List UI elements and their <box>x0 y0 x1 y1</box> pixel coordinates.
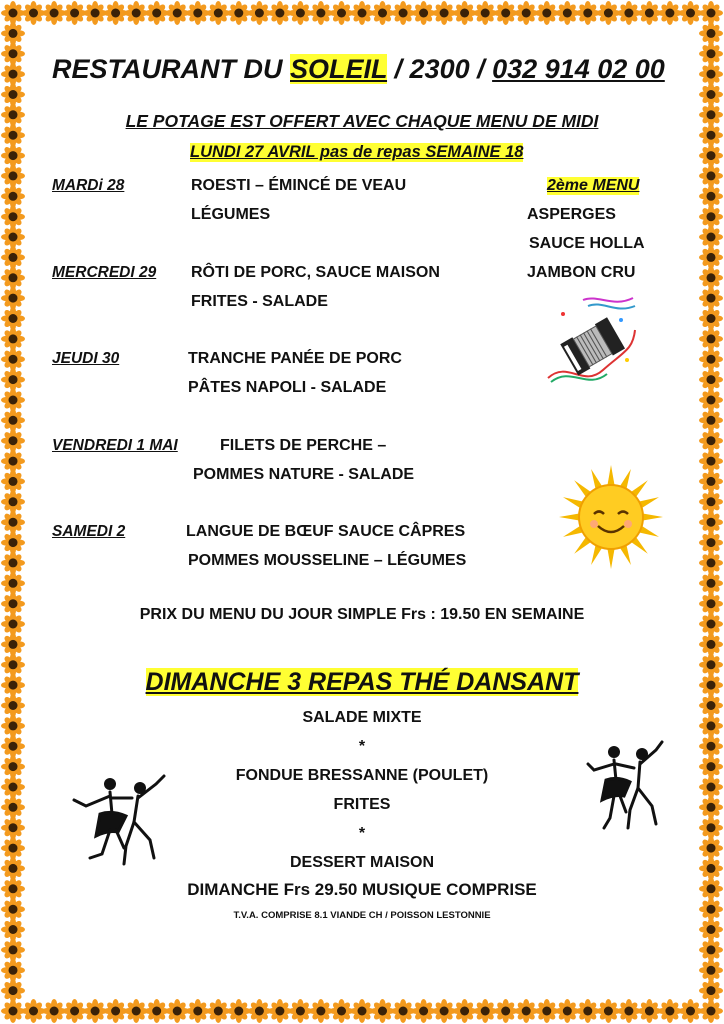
sunday-price: DIMANCHE Frs 29.50 MUSIQUE COMPRISE <box>187 880 537 899</box>
border-flower <box>145 1 169 25</box>
jeudi-line2: PÂTES NAPOLI - SALADE <box>188 379 387 396</box>
sunday-item-1: SALADE MIXTE <box>302 709 422 726</box>
sunday-item-3: FRITES <box>333 796 391 813</box>
border-flower <box>268 999 292 1023</box>
border-flower <box>350 999 374 1023</box>
border-flower <box>699 979 723 1003</box>
border-flower <box>63 999 87 1023</box>
border-flower <box>555 1 579 25</box>
border-flower <box>124 1 148 25</box>
border-flower <box>473 999 497 1023</box>
border-flower <box>83 1 107 25</box>
mardi-line2: LÉGUMES <box>191 206 271 223</box>
title-postcode: / 2300 / <box>387 54 493 84</box>
vendredi-line1: FILETS DE PERCHE – <box>220 437 387 454</box>
smiling-sun-icon <box>556 462 666 572</box>
border-flower <box>227 1 251 25</box>
border-flower <box>1 408 25 432</box>
border-flower <box>1 490 25 514</box>
border-flower <box>412 999 436 1023</box>
border-flower <box>658 1 682 25</box>
border-flower <box>145 999 169 1023</box>
border-flower <box>1 164 25 188</box>
border-flower <box>637 999 661 1023</box>
border-flower <box>391 999 415 1023</box>
border-flower <box>412 1 436 25</box>
second-menu-label: 2ème MENU <box>547 177 640 194</box>
border-flower <box>206 999 230 1023</box>
border-flower <box>1 979 25 1003</box>
border-flower <box>165 999 189 1023</box>
mercredi-line2: FRITES - SALADE <box>191 293 328 310</box>
border-flower <box>453 999 477 1023</box>
border-flower <box>514 1 538 25</box>
day-vendredi: VENDREDI 1 MAI <box>52 437 178 454</box>
border-flower <box>617 1 641 25</box>
border-flower <box>596 1 620 25</box>
border-flower <box>309 999 333 1023</box>
border-flower <box>104 999 128 1023</box>
border-flower <box>535 1 559 25</box>
title-prefix: RESTAURANT DU <box>52 54 290 84</box>
border-flower <box>206 1 230 25</box>
lundi-notice: LUNDI 27 AVRIL pas de repas SEMAINE 18 <box>190 143 524 161</box>
border-flower <box>494 1 518 25</box>
border-flower <box>679 999 703 1023</box>
border-flower <box>42 1 66 25</box>
restaurant-title <box>52 54 665 85</box>
border-flower <box>288 999 312 1023</box>
weekday-price: PRIX DU MENU DU JOUR SIMPLE Frs : 19.50 EN SEMAINE <box>139 606 585 623</box>
sunday-title-text: DIMANCHE 3 REPAS THÉ DANSANT <box>145 668 579 696</box>
border-flower <box>22 1 46 25</box>
vendredi-line2: POMMES NATURE - SALADE <box>193 466 415 483</box>
border-flower <box>432 999 456 1023</box>
potage-notice: LE POTAGE EST OFFERT AVEC CHAQUE MENU DE MIDI <box>125 111 599 131</box>
second-menu-item-1: ASPERGES <box>527 206 616 223</box>
border-flower <box>371 1 395 25</box>
accordion-icon <box>543 290 639 390</box>
mercredi-line1: RÔTI DE PORC, SAUCE MAISON <box>191 264 440 281</box>
tva-note: T.V.A. COMPRISE 8.1 VIANDE CH / POISSON LESTONNIE <box>233 910 491 921</box>
border-flower <box>453 1 477 25</box>
sun-ray <box>607 465 615 487</box>
sunday-title <box>0 668 724 697</box>
border-flower <box>350 1 374 25</box>
border-flower <box>247 1 271 25</box>
border-flower <box>576 999 600 1023</box>
border-flower <box>1 1 25 25</box>
title-phone: 032 914 02 00 <box>492 54 665 84</box>
border-flower <box>679 1 703 25</box>
title-soleil: SOLEIL <box>290 54 388 84</box>
border-flower <box>699 1 723 25</box>
border-flower <box>494 999 518 1023</box>
day-samedi: SAMEDI 2 <box>52 523 126 540</box>
border-flower <box>186 999 210 1023</box>
mardi-line1: ROESTI – ÉMINCÉ DE VEAU <box>191 177 407 194</box>
border-flower <box>555 999 579 1023</box>
border-flower <box>309 1 333 25</box>
border-flower <box>247 999 271 1023</box>
border-flower <box>617 999 641 1023</box>
border-flower <box>576 1 600 25</box>
border-flower <box>330 1 354 25</box>
sun-ray <box>607 547 615 569</box>
day-jeudi: JEUDI 30 <box>52 350 120 367</box>
border-flower <box>535 999 559 1023</box>
border-flower <box>288 1 312 25</box>
border-flower <box>22 999 46 1023</box>
border-flower <box>699 164 723 188</box>
border-flower <box>268 1 292 25</box>
border-flower <box>371 999 395 1023</box>
border-flower <box>83 999 107 1023</box>
border-flower <box>227 999 251 1023</box>
border-flower <box>186 1 210 25</box>
sunday-separator-1: * <box>358 738 366 755</box>
jeudi-line1: TRANCHE PANÉE DE PORC <box>188 350 402 367</box>
sunday-item-2: FONDUE BRESSANNE (POULET) <box>235 767 489 784</box>
day-mercredi: MERCREDI 29 <box>52 264 157 281</box>
border-flower <box>330 999 354 1023</box>
sunday-item-4: DESSERT MAISON <box>289 854 434 871</box>
border-flower <box>514 999 538 1023</box>
border-flower <box>658 999 682 1023</box>
sun-ray <box>641 513 663 521</box>
border-flower <box>637 1 661 25</box>
border-flower <box>699 408 723 432</box>
border-flower <box>391 1 415 25</box>
dancing-couple-icon <box>66 770 178 870</box>
sun-ray <box>559 513 581 521</box>
second-menu-item-2: SAUCE HOLLA <box>529 235 645 252</box>
border-flower <box>63 1 87 25</box>
border-flower <box>104 1 128 25</box>
samedi-line2: POMMES MOUSSELINE – LÉGUMES <box>188 552 467 569</box>
border-flower <box>124 999 148 1023</box>
border-flower <box>432 1 456 25</box>
sunday-separator-2: * <box>358 825 366 842</box>
day-mardi: MARDi 28 <box>52 177 125 194</box>
border-flower <box>473 1 497 25</box>
second-menu-item-3: JAMBON CRU <box>527 264 636 281</box>
samedi-line1: LANGUE DE BŒUF SAUCE CÂPRES <box>186 523 466 540</box>
border-flower <box>596 999 620 1023</box>
border-flower <box>42 999 66 1023</box>
border-flower <box>699 490 723 514</box>
dancing-couple-right-icon <box>584 738 674 834</box>
border-flower <box>165 1 189 25</box>
